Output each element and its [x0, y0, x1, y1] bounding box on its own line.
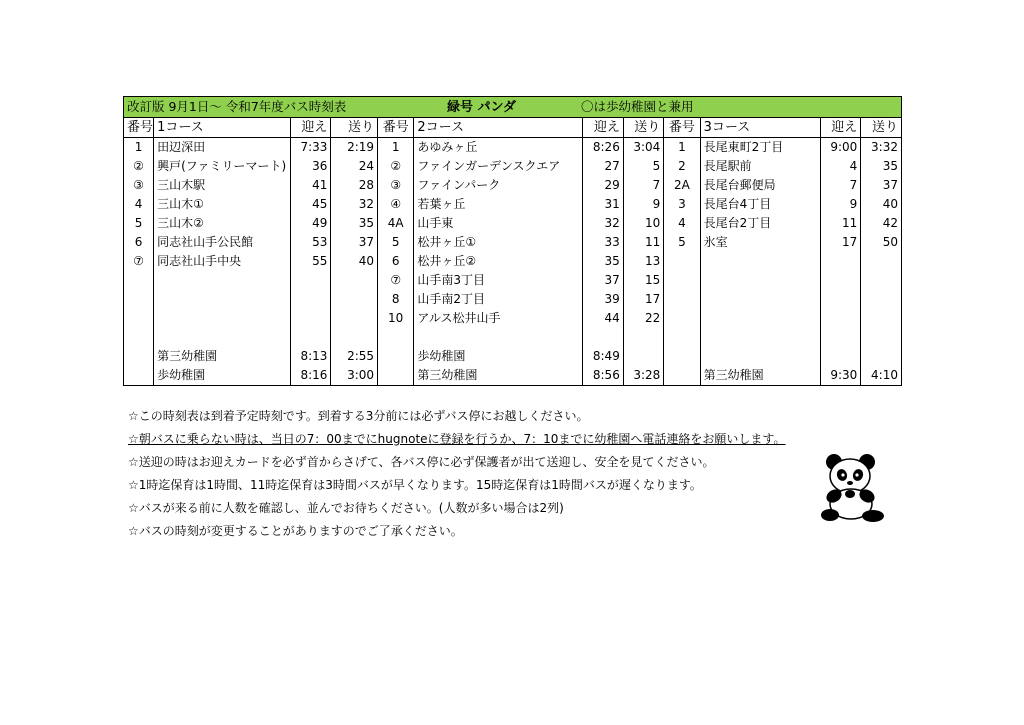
- pickup-time: [290, 271, 330, 290]
- table-row: [124, 252, 902, 271]
- dropoff-time: 32: [331, 195, 378, 214]
- pickup-time: 27: [583, 157, 623, 176]
- dropoff-time: 35: [861, 157, 902, 176]
- stop-number: [664, 252, 700, 271]
- pickup-time: [820, 271, 860, 290]
- pickup-time: 31: [583, 195, 623, 214]
- stop-name: [700, 290, 820, 309]
- table-row: [124, 233, 902, 252]
- pickup-time: 8:49: [583, 347, 623, 366]
- pickup-time: 8:26: [583, 138, 623, 158]
- pickup-time: 8:56: [583, 366, 623, 386]
- dropoff-time: [331, 328, 378, 347]
- stop-number: [378, 328, 414, 347]
- stop-name: 第三幼稚園: [414, 366, 583, 386]
- dropoff-time: [861, 347, 902, 366]
- note-line: ☆この時刻表は到着予定時刻です。到着する3分前には必ずバス停にお越しください。: [128, 409, 589, 423]
- stop-name: [700, 328, 820, 347]
- stop-number: ③: [378, 176, 414, 195]
- stop-number: 5: [664, 233, 700, 252]
- header-no: 番号: [664, 118, 700, 138]
- dropoff-time: 9: [623, 195, 663, 214]
- stop-name: [154, 290, 291, 309]
- dropoff-time: 3:28: [623, 366, 663, 386]
- stop-number: ⑦: [124, 252, 154, 271]
- stop-name: [700, 347, 820, 366]
- stop-name: あゆみヶ丘: [414, 138, 583, 158]
- dropoff-time: 2:19: [331, 138, 378, 158]
- stop-name: 長尾台4丁目: [700, 195, 820, 214]
- stop-name: 山手南2丁目: [414, 290, 583, 309]
- stop-name: 歩幼稚園: [154, 366, 291, 386]
- stop-name: 三山木②: [154, 214, 291, 233]
- dropoff-time: 11: [623, 233, 663, 252]
- pickup-time: 45: [290, 195, 330, 214]
- stop-name: 松井ヶ丘①: [414, 233, 583, 252]
- dropoff-time: 37: [331, 233, 378, 252]
- dropoff-time: 3:32: [861, 138, 902, 158]
- table-row: [124, 214, 902, 233]
- pickup-time: 11: [820, 214, 860, 233]
- stop-name: 若葉ヶ丘: [414, 195, 583, 214]
- stop-number: [378, 366, 414, 386]
- header-drop: 送り: [623, 118, 663, 138]
- dropoff-time: 37: [861, 176, 902, 195]
- pickup-time: 8:16: [290, 366, 330, 386]
- pickup-time: 17: [820, 233, 860, 252]
- dropoff-time: 22: [623, 309, 663, 328]
- stop-name: [414, 328, 583, 347]
- dropoff-time: 50: [861, 233, 902, 252]
- stop-name: 松井ヶ丘②: [414, 252, 583, 271]
- table-row: [124, 366, 902, 386]
- stop-name: [154, 309, 291, 328]
- title-edition: 改訂版 9月1日～ 令和7年度バス時刻表: [127, 99, 347, 114]
- stop-number: 6: [378, 252, 414, 271]
- header-pick: 迎え: [583, 118, 623, 138]
- stop-number: [124, 328, 154, 347]
- stop-number: [664, 271, 700, 290]
- pickup-time: 36: [290, 157, 330, 176]
- title-bar: [124, 97, 902, 118]
- stop-number: 3: [664, 195, 700, 214]
- header-course1: 1コース: [154, 118, 291, 138]
- dropoff-time: 24: [331, 157, 378, 176]
- table-row: [124, 157, 902, 176]
- stop-name: ファインガーデンスクエア: [414, 157, 583, 176]
- dropoff-time: [331, 271, 378, 290]
- table-row: [124, 347, 902, 366]
- table-row: [124, 328, 902, 347]
- dropoff-time: [861, 328, 902, 347]
- pickup-time: 55: [290, 252, 330, 271]
- pickup-time: 9: [820, 195, 860, 214]
- stop-number: 4A: [378, 214, 414, 233]
- title-group: 緑号 パンダ: [447, 100, 517, 115]
- stop-name: 歩幼稚園: [414, 347, 583, 366]
- pickup-time: 53: [290, 233, 330, 252]
- stop-number: 5: [124, 214, 154, 233]
- pickup-time: [290, 309, 330, 328]
- stop-number: [124, 366, 154, 386]
- pickup-time: 8:13: [290, 347, 330, 366]
- dropoff-time: [623, 328, 663, 347]
- header-drop: 送り: [331, 118, 378, 138]
- stop-name: [154, 328, 291, 347]
- stop-name: 第三幼稚園: [154, 347, 291, 366]
- stop-number: [664, 347, 700, 366]
- stop-name: ファインパーク: [414, 176, 583, 195]
- stop-name: 山手東: [414, 214, 583, 233]
- pickup-time: 37: [583, 271, 623, 290]
- dropoff-time: [331, 290, 378, 309]
- table-row: [124, 176, 902, 195]
- stop-number: ④: [378, 195, 414, 214]
- bus-timetable: [123, 96, 902, 386]
- stop-number: [664, 366, 700, 386]
- title-legend: 〇は歩幼稚園と兼用: [581, 99, 694, 114]
- note-line: ☆朝バスに乗らない時は、当日の7：00までにhugnoteに登録を行うか、7：10までに幼稚園へ電話連絡をお願いします。: [128, 432, 786, 446]
- pickup-time: 33: [583, 233, 623, 252]
- note-line: ☆バスの時刻が変更することがありますのでご了承ください。: [128, 524, 463, 538]
- header-row: [124, 118, 902, 138]
- pickup-time: [290, 328, 330, 347]
- dropoff-time: 5: [623, 157, 663, 176]
- timetable-sheet: [123, 96, 902, 386]
- dropoff-time: 10: [623, 214, 663, 233]
- stop-number: ③: [124, 176, 154, 195]
- stop-name: 田辺深田: [154, 138, 291, 158]
- stop-name: 同志社山手公民館: [154, 233, 291, 252]
- pickup-time: [583, 328, 623, 347]
- stop-number: [378, 347, 414, 366]
- note-line: ☆バスが来る前に人数を確認し、並んでお待ちください。(人数が多い場合は2列): [128, 501, 564, 515]
- stop-number: [124, 290, 154, 309]
- dropoff-time: [861, 290, 902, 309]
- stop-name: [700, 252, 820, 271]
- stop-name: 興戸(ファミリーマート): [154, 157, 291, 176]
- pickup-time: 7: [820, 176, 860, 195]
- dropoff-time: [861, 252, 902, 271]
- stop-name: 長尾駅前: [700, 157, 820, 176]
- stop-name: 第三幼稚園: [700, 366, 820, 386]
- dropoff-time: 7: [623, 176, 663, 195]
- stop-name: 氷室: [700, 233, 820, 252]
- dropoff-time: 13: [623, 252, 663, 271]
- pickup-time: 9:00: [820, 138, 860, 158]
- stop-name: 山手南3丁目: [414, 271, 583, 290]
- note-line: ☆送迎の時はお迎えカードを必ず首からさげて、各バス停に必ず保護者が出て送迎し、安全を見てください。: [128, 455, 715, 469]
- dropoff-time: 40: [861, 195, 902, 214]
- stop-number: 1: [664, 138, 700, 158]
- dropoff-time: 3:04: [623, 138, 663, 158]
- pickup-time: 44: [583, 309, 623, 328]
- stop-number: [664, 309, 700, 328]
- stop-name: 長尾台郵便局: [700, 176, 820, 195]
- stop-number: [124, 271, 154, 290]
- stop-name: [700, 309, 820, 328]
- pickup-time: 49: [290, 214, 330, 233]
- pickup-time: 9:30: [820, 366, 860, 386]
- pickup-time: 41: [290, 176, 330, 195]
- dropoff-time: [861, 309, 902, 328]
- header-no: 番号: [378, 118, 414, 138]
- stop-name: 三山木①: [154, 195, 291, 214]
- stop-number: [124, 309, 154, 328]
- dropoff-time: 15: [623, 271, 663, 290]
- header-course3: 3コース: [700, 118, 820, 138]
- stop-number: 5: [378, 233, 414, 252]
- header-pick: 迎え: [290, 118, 330, 138]
- pickup-time: [820, 252, 860, 271]
- dropoff-time: 28: [331, 176, 378, 195]
- stop-number: [664, 290, 700, 309]
- pickup-time: [820, 290, 860, 309]
- stop-number: ②: [378, 157, 414, 176]
- dropoff-time: 40: [331, 252, 378, 271]
- dropoff-time: 35: [331, 214, 378, 233]
- pickup-time: [820, 347, 860, 366]
- pickup-time: 39: [583, 290, 623, 309]
- header-no: 番号: [124, 118, 154, 138]
- pickup-time: 29: [583, 176, 623, 195]
- stop-number: ⑦: [378, 271, 414, 290]
- header-course2: 2コース: [414, 118, 583, 138]
- table-row: [124, 138, 902, 158]
- stop-name: アルス松井山手: [414, 309, 583, 328]
- stop-number: 4: [664, 214, 700, 233]
- pickup-time: 32: [583, 214, 623, 233]
- stop-number: 6: [124, 233, 154, 252]
- dropoff-time: 4:10: [861, 366, 902, 386]
- header-pick: 迎え: [820, 118, 860, 138]
- pickup-time: 35: [583, 252, 623, 271]
- note-line: ☆1時迄保育は1時間、11時迄保育は3時間バスが早くなります。15時迄保育は1時間バスが遅くなります。: [128, 478, 702, 492]
- stop-name: [700, 271, 820, 290]
- dropoff-time: [623, 347, 663, 366]
- panda-illustration: [820, 452, 890, 524]
- stop-number: 2A: [664, 176, 700, 195]
- pickup-time: 4: [820, 157, 860, 176]
- dropoff-time: 3:00: [331, 366, 378, 386]
- stop-name: 三山木駅: [154, 176, 291, 195]
- stop-number: 2: [664, 157, 700, 176]
- table-row: [124, 195, 902, 214]
- stop-name: 同志社山手中央: [154, 252, 291, 271]
- dropoff-time: [331, 309, 378, 328]
- stop-number: 1: [124, 138, 154, 158]
- stop-number: 8: [378, 290, 414, 309]
- table-row: [124, 271, 902, 290]
- stop-number: 4: [124, 195, 154, 214]
- dropoff-time: 42: [861, 214, 902, 233]
- table-row: [124, 309, 902, 328]
- pickup-time: [290, 290, 330, 309]
- stop-name: 長尾台2丁目: [700, 214, 820, 233]
- header-drop: 送り: [861, 118, 902, 138]
- pickup-time: [820, 309, 860, 328]
- stop-number: ②: [124, 157, 154, 176]
- table-row: [124, 290, 902, 309]
- stop-name: [154, 271, 291, 290]
- stop-number: [124, 347, 154, 366]
- pickup-time: 7:33: [290, 138, 330, 158]
- dropoff-time: 17: [623, 290, 663, 309]
- stop-number: 1: [378, 138, 414, 158]
- notes: [128, 405, 785, 543]
- stop-name: 長尾東町2丁目: [700, 138, 820, 158]
- dropoff-time: [861, 271, 902, 290]
- timetable-body: [124, 138, 902, 386]
- stop-number: [664, 328, 700, 347]
- pickup-time: [820, 328, 860, 347]
- stop-number: 10: [378, 309, 414, 328]
- dropoff-time: 2:55: [331, 347, 378, 366]
